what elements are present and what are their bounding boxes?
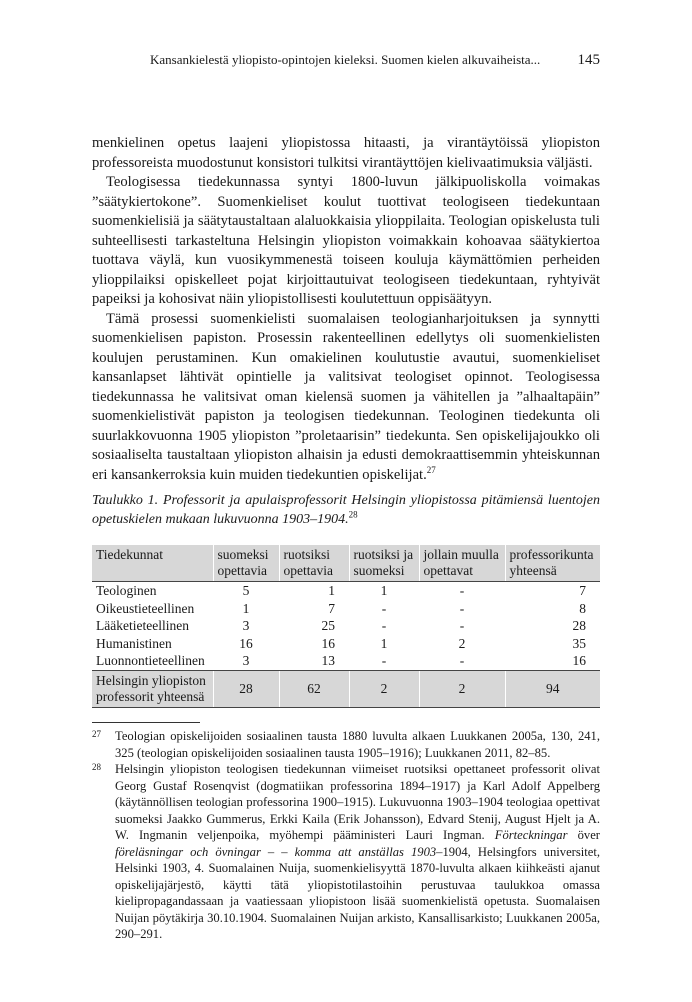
footnote-text-part: över <box>577 828 600 842</box>
cell-faculty: Lääketieteellinen <box>96 618 189 633</box>
cell-value: 25 <box>321 618 335 633</box>
table-header-row <box>92 545 600 582</box>
cell-value: 2 <box>458 635 466 651</box>
col-header-swedish: ruotsiksi opettavia <box>279 545 349 582</box>
cell-total-value: 2 <box>349 670 419 707</box>
table-caption <box>92 492 600 529</box>
paragraph-3 <box>92 310 600 486</box>
col-header-other: jollain muulla opettavat <box>419 545 505 582</box>
table-caption-text: Taulukko 1. Professorit ja apulaisprofessorit Helsingin yliopistossa pitämiensä luentojen opetuskielen mukaan lukuvuonna 1903–1904. <box>92 493 600 527</box>
page-number: 145 <box>577 52 600 68</box>
col-header-both: ruotsiksi ja suomeksi <box>349 545 419 582</box>
footnote-text <box>115 761 600 943</box>
table-row <box>92 652 600 670</box>
table-row <box>92 617 600 635</box>
footnote-text-part: –1904, Helsingfors universitet, Helsinki 1903, 4. Suomalainen Nuija, suomenkielisyyttä 1870-luvulta alkaen kiihkeästi ajanut opiskelijajärjestö, käytti tätä yliopistotilastoihin perustuvaa taulukkoa omassa kielipropagandassaan ja vaatiessaan yliopistoon lisää suomenkielistä opetusta. Suomalaisen Nuijan pöytäkirja 30.10.1904. Suomalainen Nuijan arkisto, Kansallisarkisto; Luukkanen 2005a, 290–291. <box>115 844 600 941</box>
paragraph-3-text: Tämä prosessi suomenkielisti suomalaisen teologianharjoituksen ja synnytti suomenkielisen papiston. Prosessin rakenteellinen edellytys oli suomenkielisten koulujen perustaminen. Kun omakielinen koulutustie avautui, suomenkieliset kansanlapset lähtivät opintielle ja valitsivat teologiset opinnot. Teologisessa tiedekunnassa he valitsivat oman kielensä suomen ja vähitellen ja ”alhaaltapäin” suomenkielistivät papiston ja teologisen tiedekunnan. Teologinen tiedekunta oli suurlakkovuonna 1905 yliopiston ”proletaarisin” tiedekunta. Sen opiskelijajoukko oli sosiaaliselta taustaltaan yliopiston alhaisin ja edusti demokraattisemmin yhteiskunnan eri kansankerroksia kuin muiden tiedekuntien opiskelijat. <box>92 310 600 483</box>
paragraph-2: Teologisessa tiedekunnassa syntyi 1800-luvun jälkipuoliskolla voimakas ”säätykiertokone”. Suomenkieliset koulut tuottivat teologiseen tiedekuntaan suomenkielisiä ja säätytaustaltaan alaluokkaisia ylioppilaita. Teologian opiskelusta tuli suhteellisesti tarkasteltuna Helsingin yliopiston voimakkain kohoavaa säätykiertoa tuottava väylä, kun vuosikymmenestä toiseen kouluja käymättömien perheiden ylioppilaiksi opiskelleet pojat kirjoittautuivat teologiseen tiedekuntaan, ryhtyivät papeiksi ja kohosivat näin yliopistollisesti koulutettuun oppisäätyyn. <box>92 174 600 307</box>
cell-value: - <box>459 583 465 598</box>
cell-faculty: Teologinen <box>96 583 157 598</box>
professors-table <box>92 545 600 708</box>
cell-value: 28 <box>572 618 586 633</box>
cell-value: - <box>381 600 387 616</box>
running-header <box>150 52 600 69</box>
cell-value: 1 <box>380 583 388 598</box>
footnote-28 <box>92 761 600 943</box>
cell-total-value: 28 <box>213 670 279 707</box>
footnote-number: 27 <box>92 729 101 739</box>
running-title: Kansankielestä yliopisto-opintojen kieleksi. Suomen kielen alkuvaiheista... <box>150 52 541 67</box>
cell-value: - <box>381 618 387 633</box>
footnote-ref-28[interactable]: 28 <box>348 508 358 519</box>
footnotes <box>92 728 600 943</box>
cell-faculty: Luonnontieteellinen <box>96 653 205 668</box>
cell-value: 13 <box>321 653 335 668</box>
body-text <box>92 134 600 485</box>
cell-value: - <box>459 653 465 668</box>
footnote-text-part: Helsingin yliopiston teologisen tiedekunnan viimeiset ruotsiksi opettaneet professorit olivat Georg Gustaf Rosenqvist (dogmatiikan professorina 1894–1917) ja Karl Adolf Appelberg (käytännöllisen teologian professorina 1900–1915). Lukuvuonna 1903–1904 teologiaa opettivat suomeksi Jaakko Gummerus, Erkki Kaila (Erik Johansson), Edvard Stenij, August Hjelt ja A. W. Ingmanin veljenpoika, myöhempi pääministeri Lauri Ingman. <box>115 762 600 842</box>
cell-value: 35 <box>572 635 586 651</box>
cell-value: - <box>459 618 465 633</box>
table-total-row <box>92 670 600 707</box>
footnote-divider <box>92 722 200 723</box>
cell-value: 16 <box>321 635 335 651</box>
paragraph-1: menkielinen opetus laajeni yliopistossa hitaasti, ja virantäytöissä yliopiston professoreista muodostunut konsistori tulkitsi virantäyttöjen kielivaatimuksia väljästi. <box>92 135 600 171</box>
cell-value: 5 <box>242 583 250 598</box>
col-header-faculty: Tiedekunnat <box>92 545 213 582</box>
cell-total-label: Helsingin yliopiston professorit yhteensä <box>92 670 213 707</box>
cell-value: - <box>459 600 465 616</box>
cell-total-value: 62 <box>279 670 349 707</box>
cell-value: 1 <box>242 600 250 616</box>
cell-value: 1 <box>380 635 388 651</box>
table-row <box>92 582 600 600</box>
col-header-finnish: suomeksi opettavia <box>213 545 279 582</box>
footnote-text: Teologian opiskelijoiden sosiaalinen tausta 1880 luvulta alkaen Luukkanen 2005a, 130, 241, 325 (teologian opiskelijoiden sosiaalinen tausta 1905–1916); Luukkanen 2011, 82–85. <box>115 729 600 760</box>
cell-value: 7 <box>328 600 335 616</box>
footnote-italic-title: Förteckningar <box>494 828 568 842</box>
cell-value: 16 <box>572 653 586 668</box>
cell-value: 3 <box>242 653 250 668</box>
cell-faculty: Oikeustieteellinen <box>96 600 195 616</box>
cell-value: 1 <box>328 583 335 598</box>
footnote-number: 28 <box>92 762 101 772</box>
footnote-italic-title: föreläsningar och övningar – – komma att anställas 1903 <box>115 844 437 859</box>
cell-faculty: Humanistinen <box>96 635 172 651</box>
cell-total-value: 2 <box>419 670 505 707</box>
table-row <box>92 600 600 618</box>
cell-value: 3 <box>242 618 250 633</box>
cell-value: 7 <box>579 583 586 598</box>
footnote-ref-27[interactable]: 27 <box>426 464 436 475</box>
cell-value: - <box>381 653 387 668</box>
col-header-total: professorikunta yhteensä <box>505 545 600 582</box>
cell-total-value: 94 <box>505 670 600 707</box>
footnote-27 <box>92 728 600 761</box>
table-row <box>92 635 600 653</box>
cell-value: 16 <box>239 635 253 651</box>
cell-value: 8 <box>579 600 586 616</box>
